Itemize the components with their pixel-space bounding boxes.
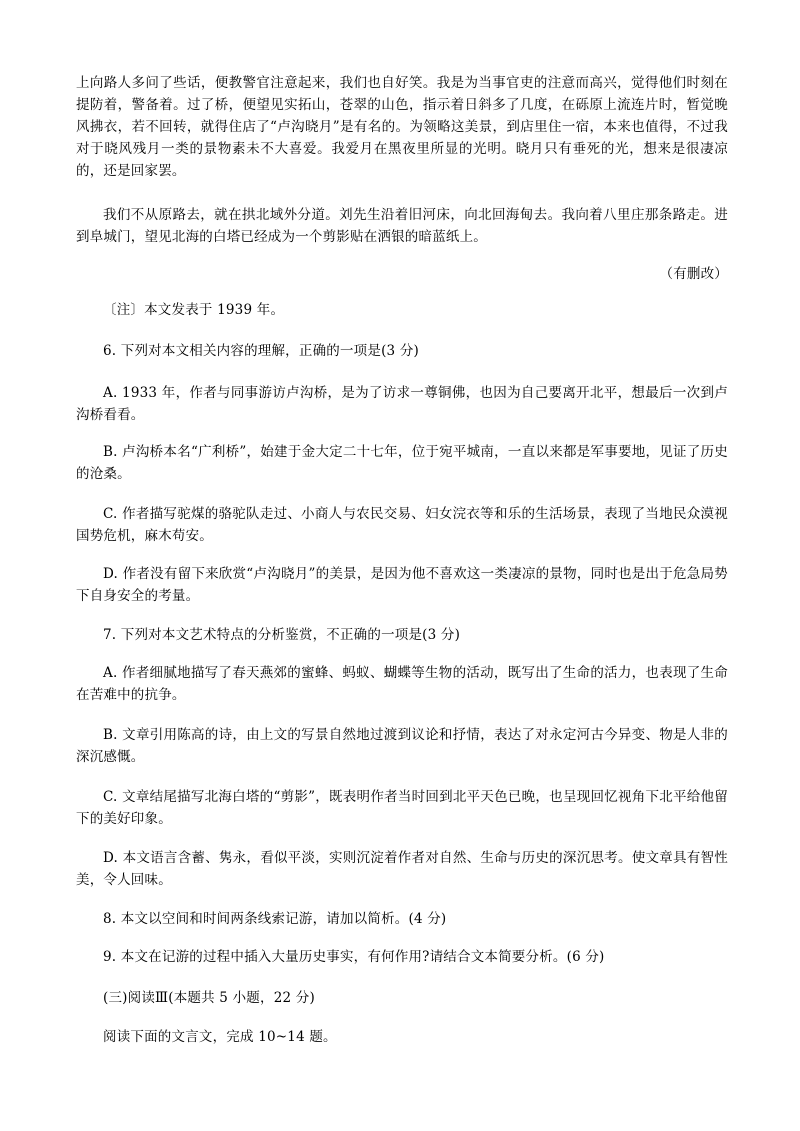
passage-paragraph-1: 上向路人多问了些话，便教警官注意起来，我们也自好笑。我是为当事官吏的注意而高兴，觉得他们时刻在提防着，警备着。过了桥，便望见实拓山，苍翠的山色，指示着日斜多了几度，在砾原上流连片时，暂觉晚风拂衣，若不回转，就得住店了“卢沟晓月”是有名的。为领略这美景，到店里住一宿，本来也值得，不过我对于晓风残月一类的景物素未不大喜爱。我爱月在黑夜里所显的光明。晓月只有垂死的光，想来是很凄凉的，还是回家罢。	[76, 75, 728, 179]
question-6-option-d: D. 作者没有留下来欣赏“卢沟晓月”的美景，是因为他不喜欢这一类凄凉的景物，同时也是出于危急局势下自身安全的考量。	[76, 566, 728, 604]
passage-note: 〔注〕本文发表于 1939 年。	[103, 302, 285, 318]
question-6-option-a: A. 1933 年，作者与同事游访卢沟桥，是为了访求一尊铜佛，也因为自己要离开北平，想最后一次到卢沟桥看看。	[76, 385, 728, 423]
section-3-title: (三)阅读Ⅲ(本题共 5 小题，22 分)	[103, 990, 315, 1006]
question-9: 9. 本文在记游的过程中插入大量历史事实，有何作用?请结合文本简要分析。(6 分)	[103, 949, 605, 965]
passage-paragraph-2: 我们不从原路去，就在拱北域外分道。刘先生沿着旧河床，向北回海甸去。我向着八里庄那条路走。进到阜城门，望见北海的白塔已经成为一个剪影贴在洒银的暗蓝纸上。	[76, 207, 728, 245]
question-7-stem: 7. 下列对本文艺术特点的分析鉴赏，不正确的一项是(3 分)	[103, 627, 461, 643]
question-7-option-d: D. 本文语言含蓄、隽永，看似平淡，实则沉淀着作者对自然、生命与历史的深沉思考。使文章具有智性美，令人回味。	[76, 850, 728, 888]
question-7-option-b: B. 文章引用陈高的诗，由上文的写景自然地过渡到议论和抒情，表达了对永定河古今异变、物是人非的深沉感慨。	[76, 727, 728, 765]
passage-source: （有删改）	[659, 266, 728, 282]
question-8: 8. 本文以空间和时间两条线索记游，请加以简析。(4 分)	[103, 911, 447, 927]
question-6-stem: 6. 下列对本文相关内容的理解，正确的一项是(3 分)	[103, 343, 419, 359]
question-7-option-c: C. 文章结尾描写北海白塔的“剪影”，既表明作者当时回到北平天色已晚，也呈现回忆视角下北平给他留下的美好印象。	[76, 789, 728, 827]
question-6-option-c: C. 作者描写驼煤的骆驼队走过、小商人与农民交易、妇女浣衣等和乐的生活场景，表现了当地民众漠视国势危机，麻木苟安。	[76, 506, 728, 544]
question-7-option-a: A. 作者细腻地描写了春天燕郊的蜜蜂、蚂蚁、蝴蝶等生物的活动，既写出了生命的活力，也表现了生命在苦难中的抗争。	[76, 665, 728, 703]
section-3-instruction: 阅读下面的文言文，完成 10~14 题。	[103, 1029, 337, 1045]
question-6-option-b: B. 卢沟桥本名“广利桥”，始建于金大定二十七年，位于宛平城南，一直以来都是军事要地，见证了历史的沧桑。	[76, 444, 728, 482]
